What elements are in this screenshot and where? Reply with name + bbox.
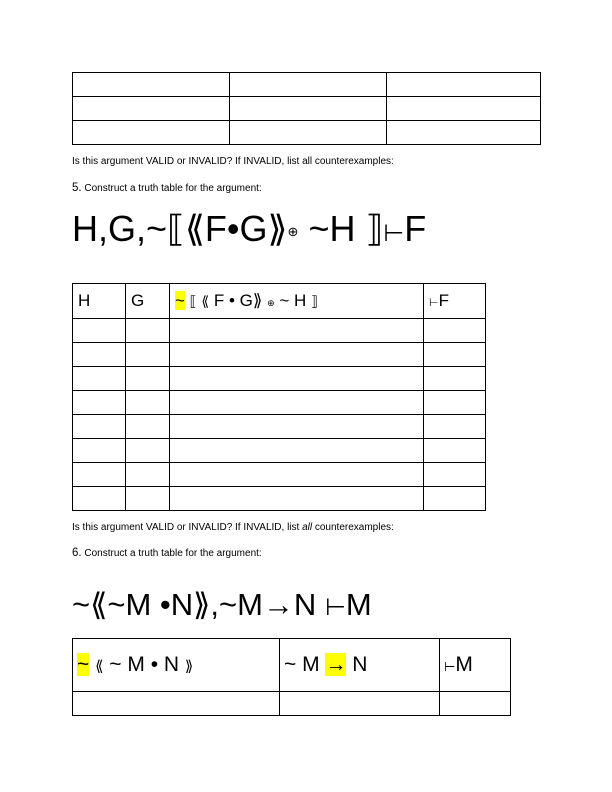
column-header-premise-1: ~ ⟪ ~ M • N ⟫	[73, 639, 280, 692]
table-cell[interactable]	[126, 391, 170, 415]
table-cell[interactable]	[73, 343, 126, 367]
table-cell[interactable]	[424, 319, 486, 343]
question-prompt: Construct a truth table for the argument:	[84, 548, 262, 559]
table-cell[interactable]	[424, 439, 486, 463]
column-header-conclusion: ⊢F	[424, 284, 486, 319]
column-header-conclusion: ⊢M	[440, 639, 511, 692]
table-cell[interactable]	[126, 439, 170, 463]
table-cell[interactable]	[440, 692, 511, 716]
formula-text: ⟫	[193, 587, 211, 622]
turnstile-symbol: ⊢	[383, 220, 405, 247]
argument-formula-5	[72, 208, 427, 249]
table-cell[interactable]	[170, 415, 424, 439]
table-cell[interactable]	[73, 319, 126, 343]
table-cell[interactable]	[73, 692, 280, 716]
table-cell[interactable]	[126, 319, 170, 343]
table-cell[interactable]	[73, 415, 126, 439]
column-header-h: H	[73, 284, 126, 319]
formula-text: ~M •N	[107, 587, 194, 622]
table-cell[interactable]	[126, 343, 170, 367]
table-cell[interactable]	[170, 487, 424, 511]
truth-table-previous	[72, 72, 541, 145]
table-cell[interactable]	[230, 73, 387, 97]
turnstile-symbol: ⊢	[444, 659, 456, 674]
table-cell[interactable]	[126, 415, 170, 439]
table-cell[interactable]	[424, 367, 486, 391]
highlighted-tilde: ~	[77, 653, 90, 676]
table-cell[interactable]	[170, 319, 424, 343]
table-cell[interactable]	[280, 692, 440, 716]
formula-conclusion: F	[404, 208, 427, 249]
table-cell[interactable]	[73, 97, 230, 121]
table-cell[interactable]	[73, 391, 126, 415]
formula-text: ⟦	[167, 208, 185, 249]
table-cell[interactable]	[170, 391, 424, 415]
column-header-premise-2: ~ M → N	[280, 639, 440, 692]
table-cell[interactable]	[73, 121, 230, 145]
table-cell[interactable]	[170, 463, 424, 487]
table-cell[interactable]	[424, 463, 486, 487]
table-cell[interactable]	[73, 367, 126, 391]
formula-conclusion: M	[345, 587, 372, 622]
formula-text: ~	[72, 587, 91, 622]
truth-table-5	[72, 283, 486, 511]
highlighted-arrow: →	[325, 653, 347, 676]
highlighted-tilde: ~	[175, 291, 185, 310]
turnstile-symbol: ⊢	[429, 297, 439, 309]
emphasis: all	[302, 522, 313, 533]
table-cell[interactable]	[126, 487, 170, 511]
table-cell[interactable]	[73, 487, 126, 511]
table-cell[interactable]	[170, 343, 424, 367]
argument-formula-6	[72, 589, 372, 620]
xor-symbol: ⊕	[287, 224, 299, 239]
formula-text: ,~M→N	[210, 587, 325, 622]
table-cell[interactable]	[230, 97, 387, 121]
question-5-prompt	[72, 182, 262, 194]
formula-text: ⟫	[267, 208, 288, 249]
table-cell[interactable]	[424, 415, 486, 439]
truth-table-6	[72, 638, 511, 716]
table-cell[interactable]	[424, 391, 486, 415]
question-6-prompt	[72, 547, 262, 559]
table-cell[interactable]	[170, 367, 424, 391]
turnstile-symbol: ⊢	[324, 594, 346, 621]
table-cell[interactable]	[424, 487, 486, 511]
table-cell[interactable]	[230, 121, 387, 145]
formula-text: F•G	[204, 208, 268, 249]
validity-question: Is this argument VALID or INVALID? If INVALID, list all counterexamples:	[72, 522, 394, 533]
question-number: 5.	[72, 182, 82, 194]
table-cell[interactable]	[73, 73, 230, 97]
table-cell[interactable]	[387, 97, 541, 121]
formula-text: ⟪	[184, 208, 205, 249]
formula-text: ⟪	[90, 587, 108, 622]
formula-text: ⟧	[365, 208, 384, 249]
xor-symbol: ⊕	[267, 298, 275, 308]
formula-text: H,G,~	[72, 208, 168, 249]
table-cell[interactable]	[126, 367, 170, 391]
table-cell[interactable]	[387, 121, 541, 145]
table-cell[interactable]	[73, 463, 126, 487]
question-number: 6.	[72, 547, 82, 559]
table-cell[interactable]	[126, 463, 170, 487]
table-cell[interactable]	[73, 439, 126, 463]
column-header-premise: ~ ⟦ ⟪ F • G⟫ ⊕ ~ H ⟧	[170, 284, 424, 319]
question-prompt: Construct a truth table for the argument:	[84, 183, 262, 194]
table-cell[interactable]	[387, 73, 541, 97]
table-cell[interactable]	[170, 439, 424, 463]
table-cell[interactable]	[424, 343, 486, 367]
validity-question: Is this argument VALID or INVALID? If INVALID, list all counterexamples:	[72, 156, 394, 167]
formula-text: ~H	[298, 208, 366, 249]
column-header-g: G	[126, 284, 170, 319]
